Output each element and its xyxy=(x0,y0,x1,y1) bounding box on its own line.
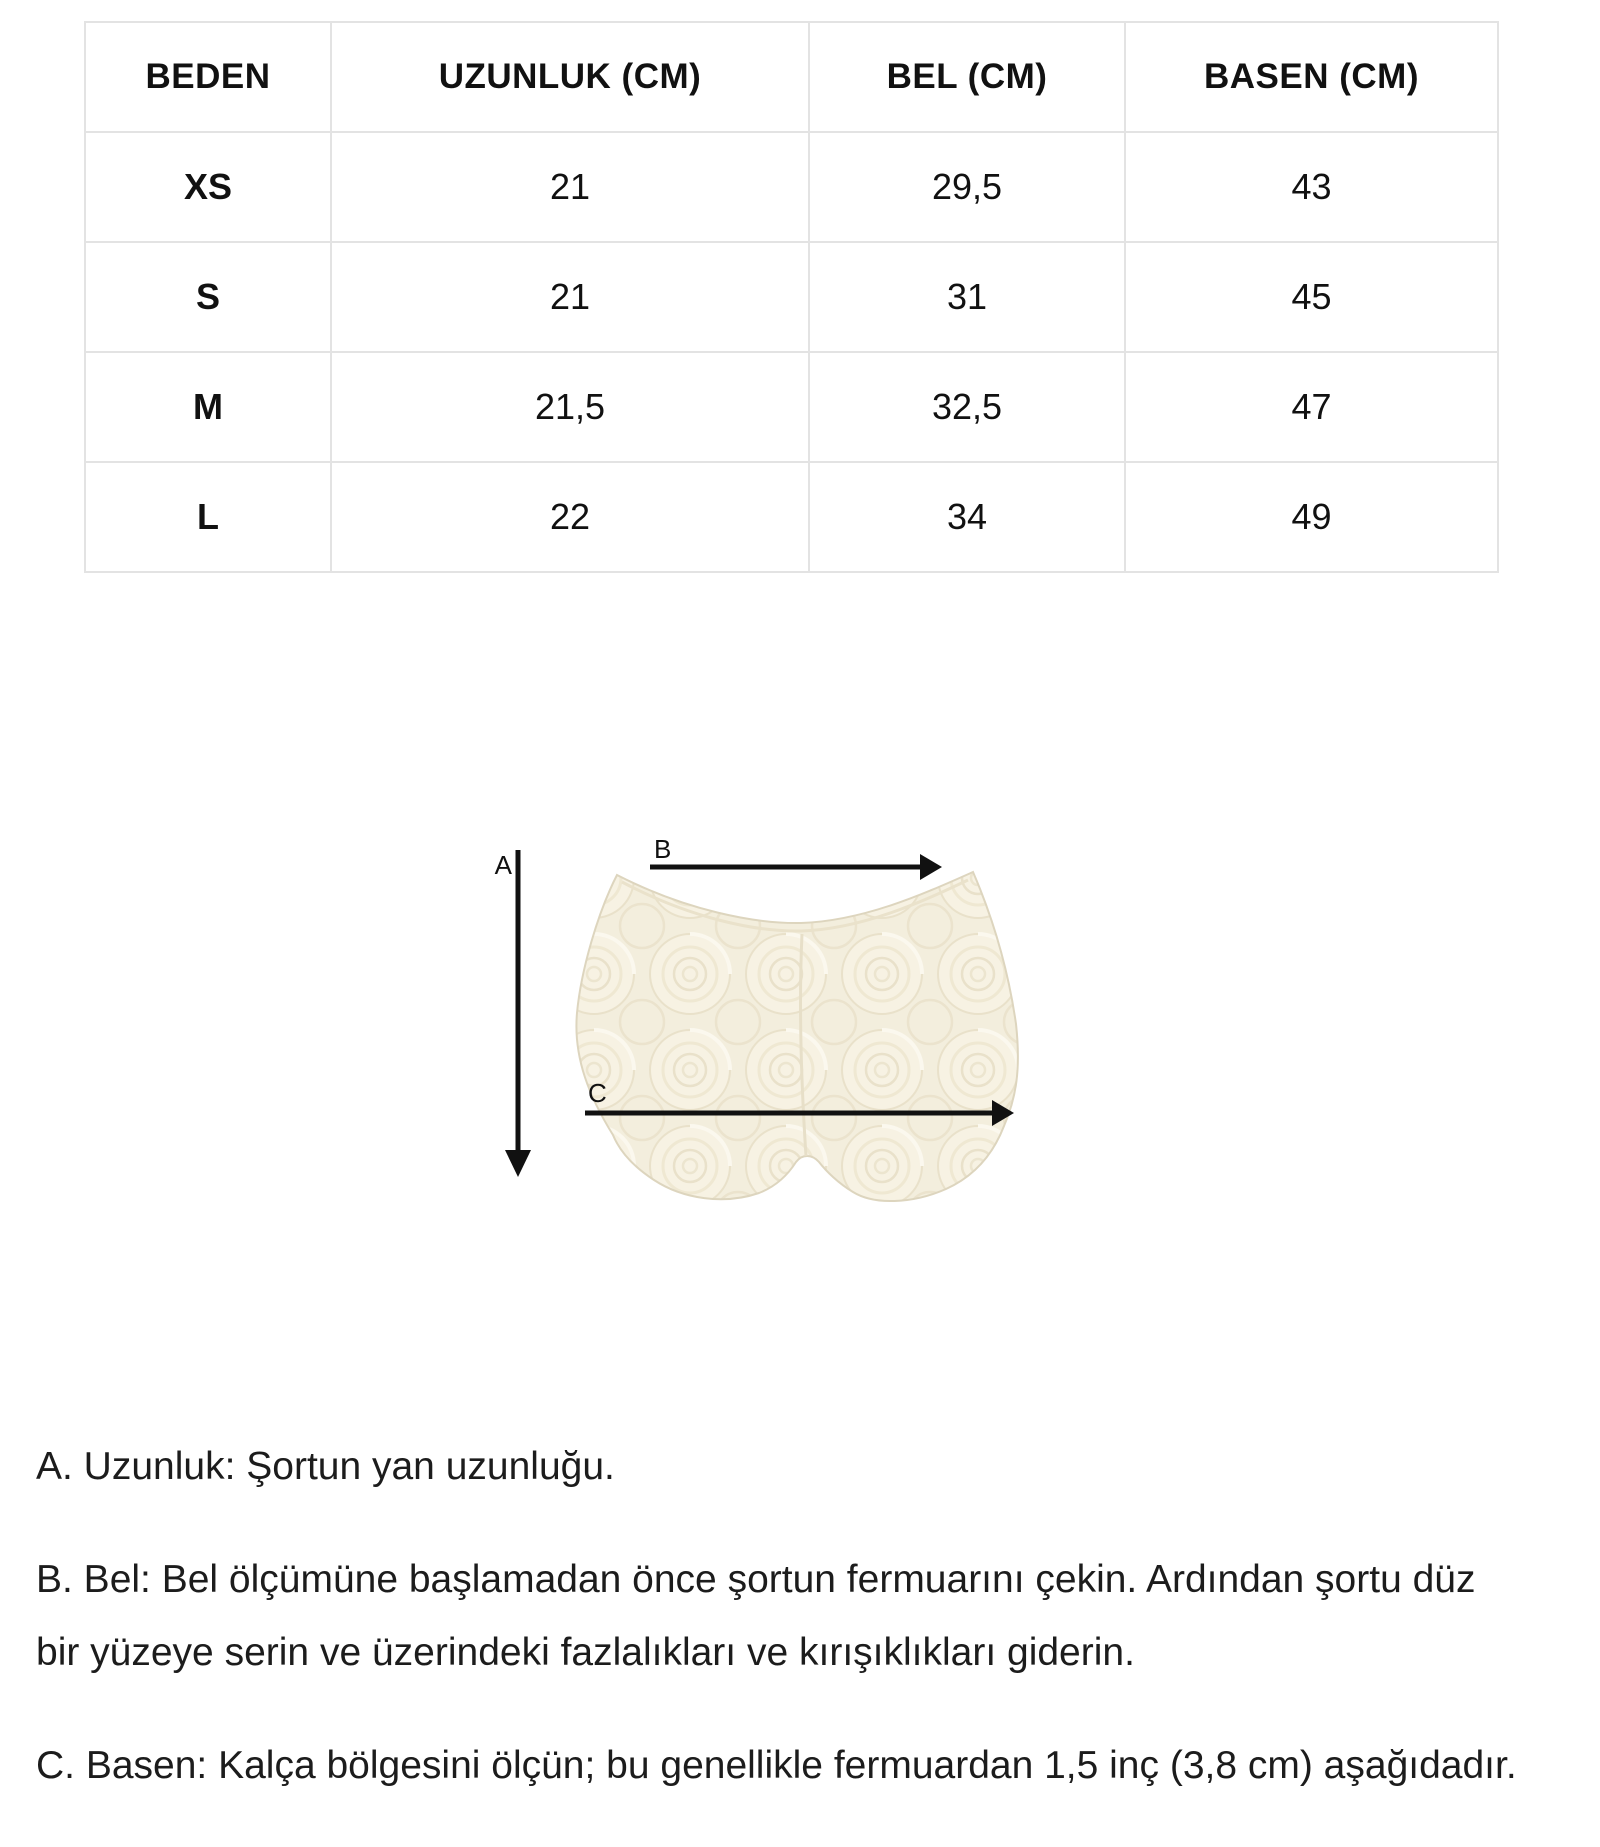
arrow-a-head-icon xyxy=(505,1150,531,1177)
column-header-uzunluk: UZUNLUK (CM) xyxy=(331,22,809,132)
bel-value: 31 xyxy=(809,242,1125,352)
uzunluk-value: 21 xyxy=(331,132,809,242)
table-header-row xyxy=(85,22,1498,132)
size-label: S xyxy=(85,242,331,352)
note-b-bel: B. Bel: Bel ölçümüne başlamadan önce şortun fermuarını çekin. Ardından şortu düz bir yüzeye serin ve üzerindeki fazlalıkları ve kırışıklıkları giderin. xyxy=(36,1558,1476,1674)
diagram-label-b: B xyxy=(654,834,672,864)
uzunluk-value: 22 xyxy=(331,462,809,572)
size-label: XS xyxy=(85,132,331,242)
bel-value: 32,5 xyxy=(809,352,1125,462)
column-header-basen: BASEN (CM) xyxy=(1125,22,1498,132)
diagram-label-c: C xyxy=(588,1078,607,1108)
note-c-basen: C. Basen: Kalça bölgesini ölçün; bu genellikle fermuardan 1,5 inç (3,8 cm) aşağıdadır. xyxy=(36,1744,1517,1787)
measurement-notes xyxy=(36,1430,1521,1802)
bel-value: 29,5 xyxy=(809,132,1125,242)
diagram-label-a: A xyxy=(494,850,512,880)
column-header-beden: BEDEN xyxy=(85,22,331,132)
basen-value: 43 xyxy=(1125,132,1498,242)
uzunluk-value: 21,5 xyxy=(331,352,809,462)
bel-value: 34 xyxy=(809,462,1125,572)
uzunluk-value: 21 xyxy=(331,242,809,352)
basen-value: 49 xyxy=(1125,462,1498,572)
size-table xyxy=(84,21,1499,573)
column-header-bel: BEL (CM) xyxy=(809,22,1125,132)
table-row-m xyxy=(85,352,1498,462)
shorts-measurement-illustration xyxy=(450,830,1030,1220)
measurement-diagram xyxy=(450,830,1030,1220)
basen-value: 47 xyxy=(1125,352,1498,462)
table-row-xs xyxy=(85,132,1498,242)
table-row-l xyxy=(85,462,1498,572)
size-label: M xyxy=(85,352,331,462)
arrow-b-head-icon xyxy=(920,854,942,880)
shorts-image xyxy=(576,872,1018,1201)
basen-value: 45 xyxy=(1125,242,1498,352)
note-a-uzunluk: A. Uzunluk: Şortun yan uzunluğu. xyxy=(36,1445,615,1488)
table-row-s xyxy=(85,242,1498,352)
size-label: L xyxy=(85,462,331,572)
